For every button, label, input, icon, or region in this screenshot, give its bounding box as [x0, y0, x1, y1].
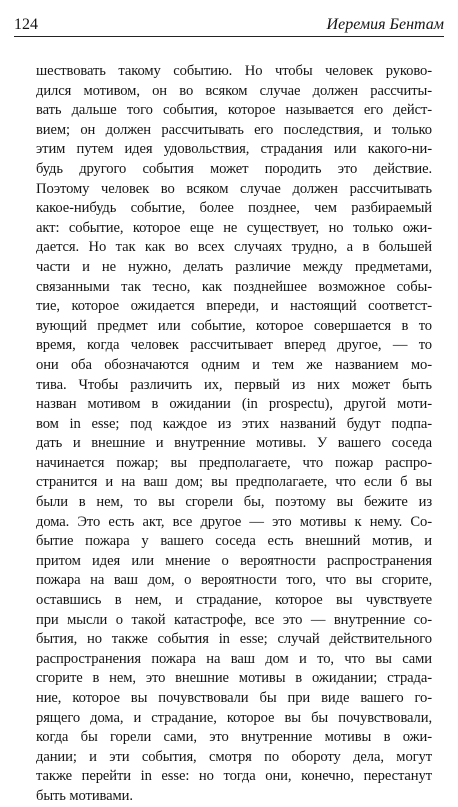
text-line: назван мотивом в ожидании (in prospectu), другой моти- [36, 396, 432, 413]
text-line: Поэтому человек во всяком случае должен рассчитывать [36, 180, 432, 197]
text-line: дился мотивом, он во всяком случае должен рассчиты- [36, 82, 432, 99]
text-line: связанными так тесно, как позднейшее возможное собы- [36, 278, 432, 295]
body-text [36, 62, 432, 807]
text-line: дома. Это есть акт, все другое — это мотивы к нему. Со- [36, 513, 432, 530]
text-line: какое-нибудь событие, более позднее, чем разбираемый [36, 200, 432, 217]
text-line: пожара на ваш дом, о вероятности того, что вы сгорите, [36, 572, 432, 589]
running-title: Иеремия Бентам [326, 16, 444, 33]
text-line: дается. Но так как во всех случаях трудно, а в большей [36, 239, 432, 256]
text-line: быть мотивами. [36, 787, 133, 804]
text-line: были в нем, то вы сгорели бы, поэтому вы бежите из [36, 494, 432, 511]
text-line: они оба обозначаются одним и тем же названием мо- [36, 356, 432, 373]
text-line: также перейти in esse: но тогда они, конечно, перестанут [36, 768, 432, 785]
running-header [14, 9, 444, 37]
text-line: будь другого события может породить это действие. [36, 160, 432, 177]
text-line: дании; и эти события, смотря по обороту дела, могут [36, 748, 432, 765]
text-line: дать и внешние и внутренние мотивы. У вашего соседа [36, 435, 432, 452]
text-line: вием; он должен рассчитывать его последствия, и только [36, 121, 432, 138]
text-line: тие, которое ожидается впереди, и настоящий соответст- [36, 298, 432, 315]
text-line: когда бы горели сами, это внутренние мотивы в ожи- [36, 729, 432, 746]
page-number: 124 [14, 16, 38, 33]
text-line: распространения пожара на ваш дом и то, что вы сами [36, 650, 432, 667]
text-line: странится и на ваш дом; вы предполагаете, что если б вы [36, 474, 432, 491]
text-line: время, когда человек рассчитывает вперед другое, — то [36, 337, 432, 354]
text-line: вать дальше того события, которое называется его дейст- [36, 102, 432, 119]
text-line: при мысли о такой катастрофе, все это — внутренние со- [36, 611, 432, 628]
text-line: этим путем идея удовольствия, страдания или какого-ни- [36, 141, 432, 158]
text-line: части и не нужно, делать различие между предметами, [36, 258, 432, 275]
text-line: оставшись в нем, и страдание, которое вы чувствуете [36, 592, 432, 609]
text-line: рящего дома, и страдание, которое вы бы почувствовали, [36, 709, 432, 726]
text-line: бытие пожара у вашего соседа есть внешний мотив, и [36, 533, 432, 550]
text-line: шествовать такому событию. Но чтобы человек руково- [36, 63, 432, 79]
text-line: ние, которое вы почувствовали бы при виде вашего го- [36, 690, 432, 706]
text-line: начинается пожар; вы предполагаете, что пожар распро- [36, 454, 432, 471]
text-line: акт: событие, которое еще не существует, но только ожи- [36, 219, 432, 236]
text-line: тива. Чтобы различить их, первый из них может быть [36, 376, 432, 393]
text-line: притом идея или мнение о вероятности распространения [36, 552, 432, 569]
text-line: бытия, но также события in esse; случай действительного [36, 631, 432, 648]
text-line: вом in esse; под каждое из этих названий будут подпа- [36, 415, 432, 432]
text-line: сгорите в нем, это внешние мотивы в ожидании; страда- [36, 670, 432, 687]
text-line: вующий предмет или событие, которое совершается в то [36, 317, 432, 334]
